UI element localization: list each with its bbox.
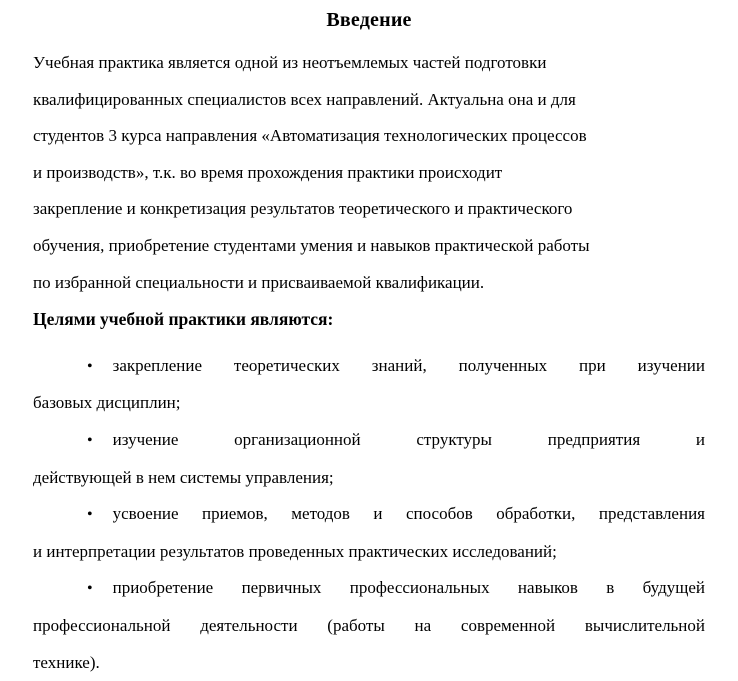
intro-line: по избранной специальности и присваиваемой квалификации.	[33, 265, 705, 302]
intro-paragraph	[33, 45, 705, 301]
bullet-item-line: действующей в нем системы управления;	[33, 460, 705, 497]
bullet-icon: •	[87, 580, 93, 597]
bullet-icon: •	[87, 506, 93, 523]
bullet-item-first-line	[33, 496, 705, 534]
bullet-item-line: технике).	[33, 645, 705, 681]
bullet-icon: •	[87, 358, 93, 375]
bullet-item-first-line	[33, 570, 705, 608]
intro-line: студентов 3 курса направления «Автоматизация технологических процессов	[33, 118, 705, 155]
intro-line: закрепление и конкретизация результатов теоретического и практического	[33, 191, 705, 228]
intro-line: Учебная практика является одной из неотъемлемых частей подготовки	[33, 45, 705, 82]
bullet-item-text: закрепление теоретических знаний, полученных при изучении	[113, 356, 705, 375]
bullet-item-text: изучение организационной структуры предприятия и	[113, 430, 705, 449]
bullet-item-first-line	[33, 348, 705, 386]
intro-line: и производств», т.к. во время прохождения практики происходит	[33, 155, 705, 192]
bullet-item-first-line	[33, 422, 705, 460]
goals-list	[33, 348, 705, 681]
bullet-item-line: профессиональной деятельности (работы на современной вычислительной	[33, 608, 705, 645]
intro-line: обучения, приобретение студентами умения и навыков практической работы	[33, 228, 705, 265]
document-page	[0, 8, 738, 671]
goals-heading: Целями учебной практики являются:	[33, 301, 705, 338]
bullet-item-line: и интерпретации результатов проведенных практических исследований;	[33, 534, 705, 571]
bullet-icon: •	[87, 432, 93, 449]
intro-line: квалифицированных специалистов всех направлений. Актуальна она и для	[33, 82, 705, 119]
page-title: Введение	[33, 8, 705, 32]
bullet-item-text: усвоение приемов, методов и способов обработки, представления	[113, 504, 705, 523]
bullet-item-line: базовых дисциплин;	[33, 385, 705, 422]
bullet-item-text: приобретение первичных профессиональных навыков в будущей	[113, 578, 705, 597]
